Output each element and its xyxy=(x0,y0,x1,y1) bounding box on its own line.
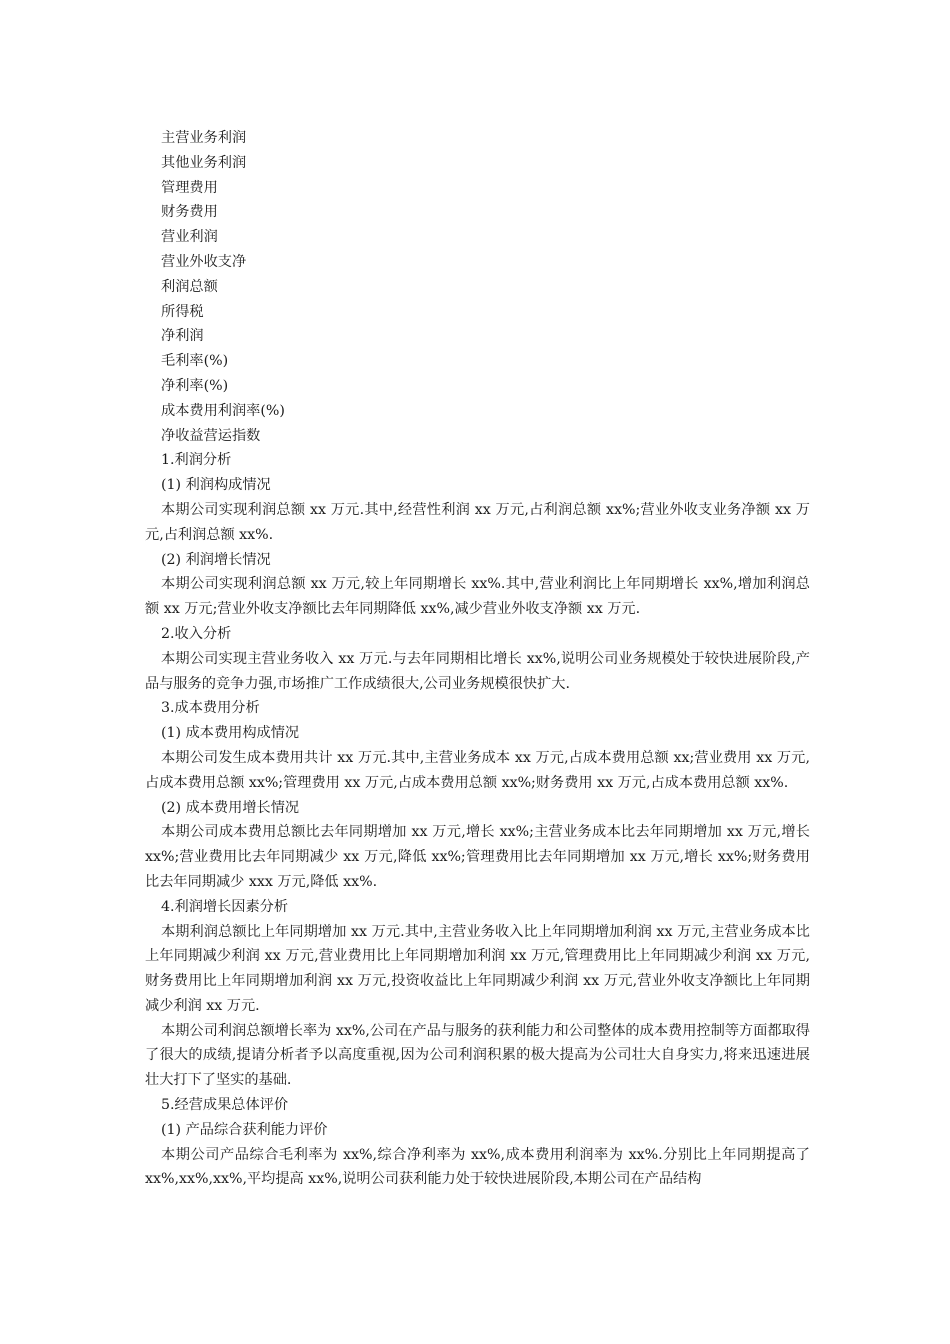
list-item: 主营业务利润 xyxy=(161,130,247,146)
list-item: 营业外收支净 xyxy=(161,253,247,270)
paragraph-cost-growth: 本期公司成本费用总额比去年同期增加 xx 万元,增长 xx%;主营业务成本比去年同期增加 xx 万元,增长 xx%;营业费用比去年同期减少 xx 万元,降低 xx%;管理费用比去年同期增加 xx 万元,增长 xx%;财务费用比去年同期减少 xxx 万元,降低 xx%. xyxy=(145,824,810,890)
paragraph-profit-growth: 本期公司实现利润总额 xx 万元,较上年同期增长 xx%.其中,营业利润比上年同期增长 xx%,增加利润总额 xx 万元;营业外收支净额比去年同期降低 xx%,减少营业外收支净额 xx 万元. xyxy=(145,576,810,618)
list-item: 净利润 xyxy=(161,328,204,345)
list-item: 其他业务利润 xyxy=(161,154,247,171)
section-heading-growth-factors: 4.利润增长因素分析 xyxy=(161,898,289,915)
section-heading-revenue: 2.收入分析 xyxy=(161,625,232,642)
paragraph-growth-rate: 本期公司利润总额增长率为 xx%,公司在产品与服务的获利能力和公司整体的成本费用控制等方面都取得了很大的成绩,提请分析者予以高度重视,因为公司利润积累的极大提高为公司壮大自身实力,将来迅速进展壮大打下了坚实的基础. xyxy=(145,1022,810,1089)
list-item: 成本费用利润率(%) xyxy=(161,402,285,419)
document-page xyxy=(145,126,810,1192)
list-item: 管理费用 xyxy=(161,179,218,196)
list-item: 营业利润 xyxy=(161,229,218,246)
section-heading-overall-evaluation: 5.经营成果总体评价 xyxy=(161,1097,289,1114)
section-heading-cost: 3.成本费用分析 xyxy=(161,700,260,717)
subheading-profit-growth: (2) 利润增长情况 xyxy=(161,551,271,568)
list-item: 财务费用 xyxy=(161,204,218,221)
paragraph-profit-composition: 本期公司实现利润总额 xx 万元.其中,经营性利润 xx 万元,占利润总额 xx%;营业外收支业务净额 xx 万元,占利润总额 xx%. xyxy=(145,501,810,543)
subheading-profit-composition: (1) 利润构成情况 xyxy=(161,477,271,494)
paragraph-revenue: 本期公司实现主营业务收入 xx 万元.与去年同期相比增长 xx%,说明公司业务规模处于较快进展阶段,产品与服务的竞争力强,市场推广工作成绩很大,公司业务规模很快扩大. xyxy=(145,650,810,692)
paragraph-profitability: 本期公司产品综合毛利率为 xx%,综合净利率为 xx%,成本费用利润率为 xx%.分别比上年同期提高了 xx%,xx%,xx%,平均提高 xx%,说明公司获利能力处于较快进展阶段,本期公司在产品结构 xyxy=(145,1146,810,1188)
list-item: 净利率(%) xyxy=(161,377,229,394)
list-item: 所得税 xyxy=(161,303,204,320)
subheading-profitability: (1) 产品综合获利能力评价 xyxy=(161,1121,328,1138)
list-item: 毛利率(%) xyxy=(161,353,229,370)
list-item: 净收益营运指数 xyxy=(161,427,261,444)
paragraph-growth-factors: 本期利润总额比上年同期增加 xx 万元.其中,主营业务收入比上年同期增加利润 xx 万元,主营业务成本比上年同期减少利润 xx 万元,营业费用比上年同期增加利润 xx 万元,管理费用比上年同期减少利润 xx 万元,财务费用比上年同期增加利润 xx 万元,投资收益比上年同期减少利润 xx 万元,营业外收支净额比上年同期减少利润 xx 万元. xyxy=(145,923,810,1014)
section-heading-profit: 1.利润分析 xyxy=(161,452,232,469)
paragraph-cost-composition: 本期公司发生成本费用共计 xx 万元.其中,主营业务成本 xx 万元,占成本费用总额 xx;营业费用 xx 万元,占成本费用总额 xx%;管理费用 xx 万元,占成本费用总额 xx%;财务费用 xx 万元,占成本费用总额 xx%. xyxy=(145,749,810,791)
subheading-cost-composition: (1) 成本费用构成情况 xyxy=(161,725,300,742)
subheading-cost-growth: (2) 成本费用增长情况 xyxy=(161,799,300,816)
list-item: 利润总额 xyxy=(161,278,218,295)
